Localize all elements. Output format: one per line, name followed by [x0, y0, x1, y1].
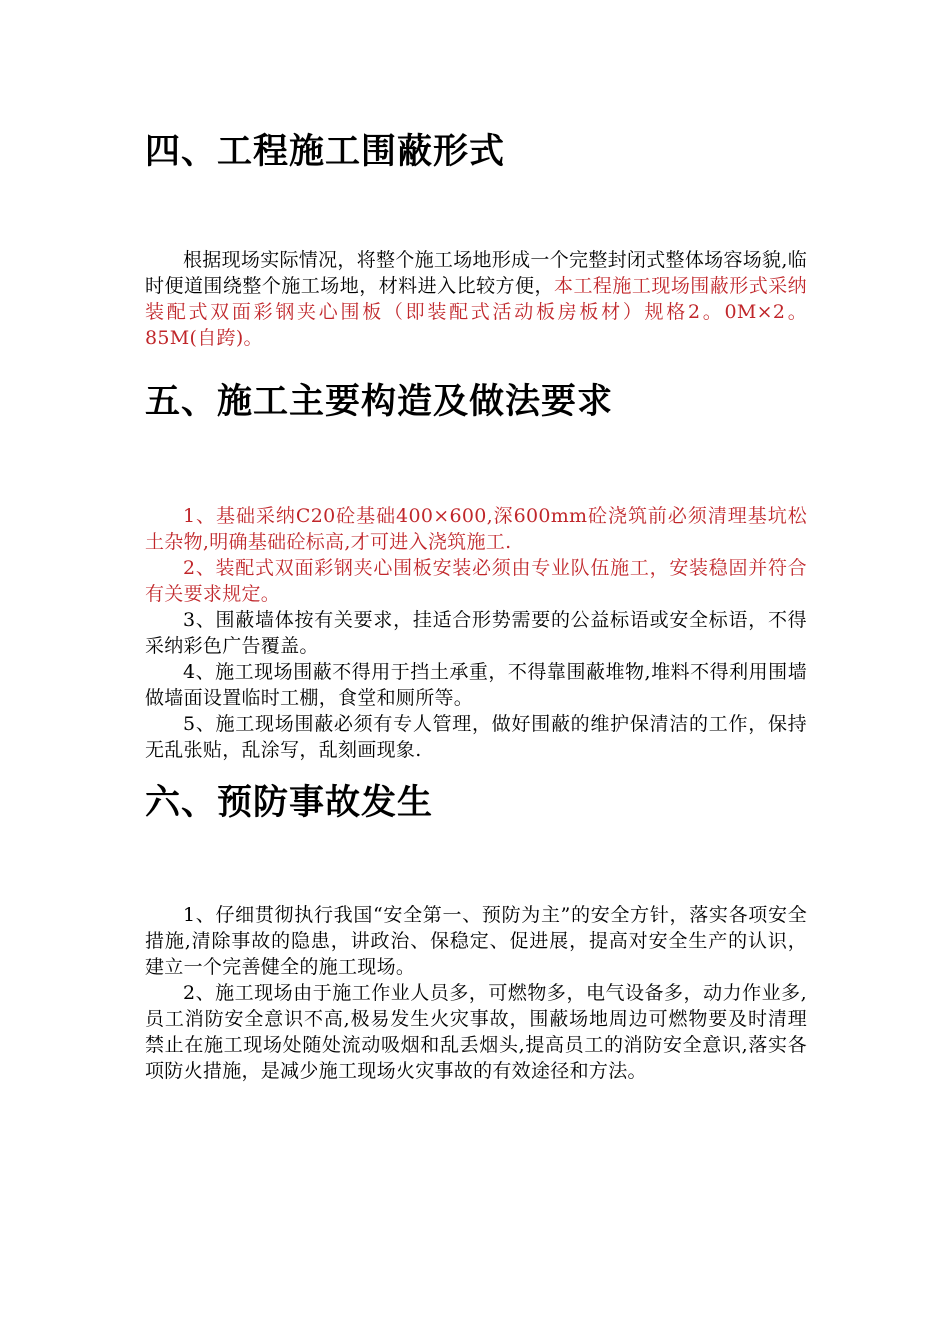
section-4-heading: 四、工程施工围蔽形式 — [145, 132, 506, 172]
section-5-body — [145, 503, 807, 763]
section-5-heading: 五、施工主要构造及做法要求 — [145, 382, 614, 422]
section-5-item-4: 4、施工现场围蔽不得用于挡土承重，不得靠围蔽堆物,堆料不得利用围墙做墙面设置临时工棚，食堂和厕所等。 — [145, 661, 807, 709]
section-4-text-black: 根据现场实际情况，将整个施工场地形成一个完整封闭式整体场容场貌,临时便道围绕整个施工场地，材料进入比较方便， — [145, 249, 807, 297]
section-4-body — [145, 247, 807, 351]
section-6-item-1: 1、仔细贯彻执行我国“安全第一、预防为主”的安全方针，落实各项安全措施,清除事故的隐患，讲政治、保稳定、促进展，提高对安全生产的认识，建立一个完善健全的施工现场。 — [145, 904, 807, 978]
section-5-item-2: 2、装配式双面彩钢夹心围板安装必须由专业队伍施工，安装稳固并符合有关要求规定。 — [145, 557, 807, 605]
section-6-item-2: 2、施工现场由于施工作业人员多，可燃物多，电气设备多，动力作业多,员工消防安全意识不高,极易发生火灾事故，围蔽场地周边可燃物要及时清理禁止在施工现场处随处流动吸烟和乱丢烟头,提高员工的消防安全意识,落实各项防火措施，是减少施工现场火灾事故的有效途径和方法。 — [145, 982, 807, 1082]
section-4-text-red: 本工程施工现场围蔽形式采纳装配式双面彩钢夹心围板（即装配式活动板房板材）规格2。0M×2。85M(自跨)。 — [145, 275, 807, 349]
section-5-item-5: 5、施工现场围蔽必须有专人管理，做好围蔽的维护保清洁的工作，保持无乱张贴，乱涂写，乱刻画现象. — [145, 713, 807, 761]
section-6-heading: 六、预防事故发生 — [145, 783, 434, 823]
section-6-body — [145, 902, 807, 1084]
section-5-item-1: 1、基础采纳C20砼基础400×600,深600mm砼浇筑前必须清理基坑松土杂物,明确基础砼标高,才可进入浇筑施工. — [145, 505, 807, 553]
section-5-item-3: 3、围蔽墙体按有关要求，挂适合形势需要的公益标语或安全标语，不得采纳彩色广告覆盖。 — [145, 609, 807, 657]
section-4-paragraph — [145, 247, 807, 351]
